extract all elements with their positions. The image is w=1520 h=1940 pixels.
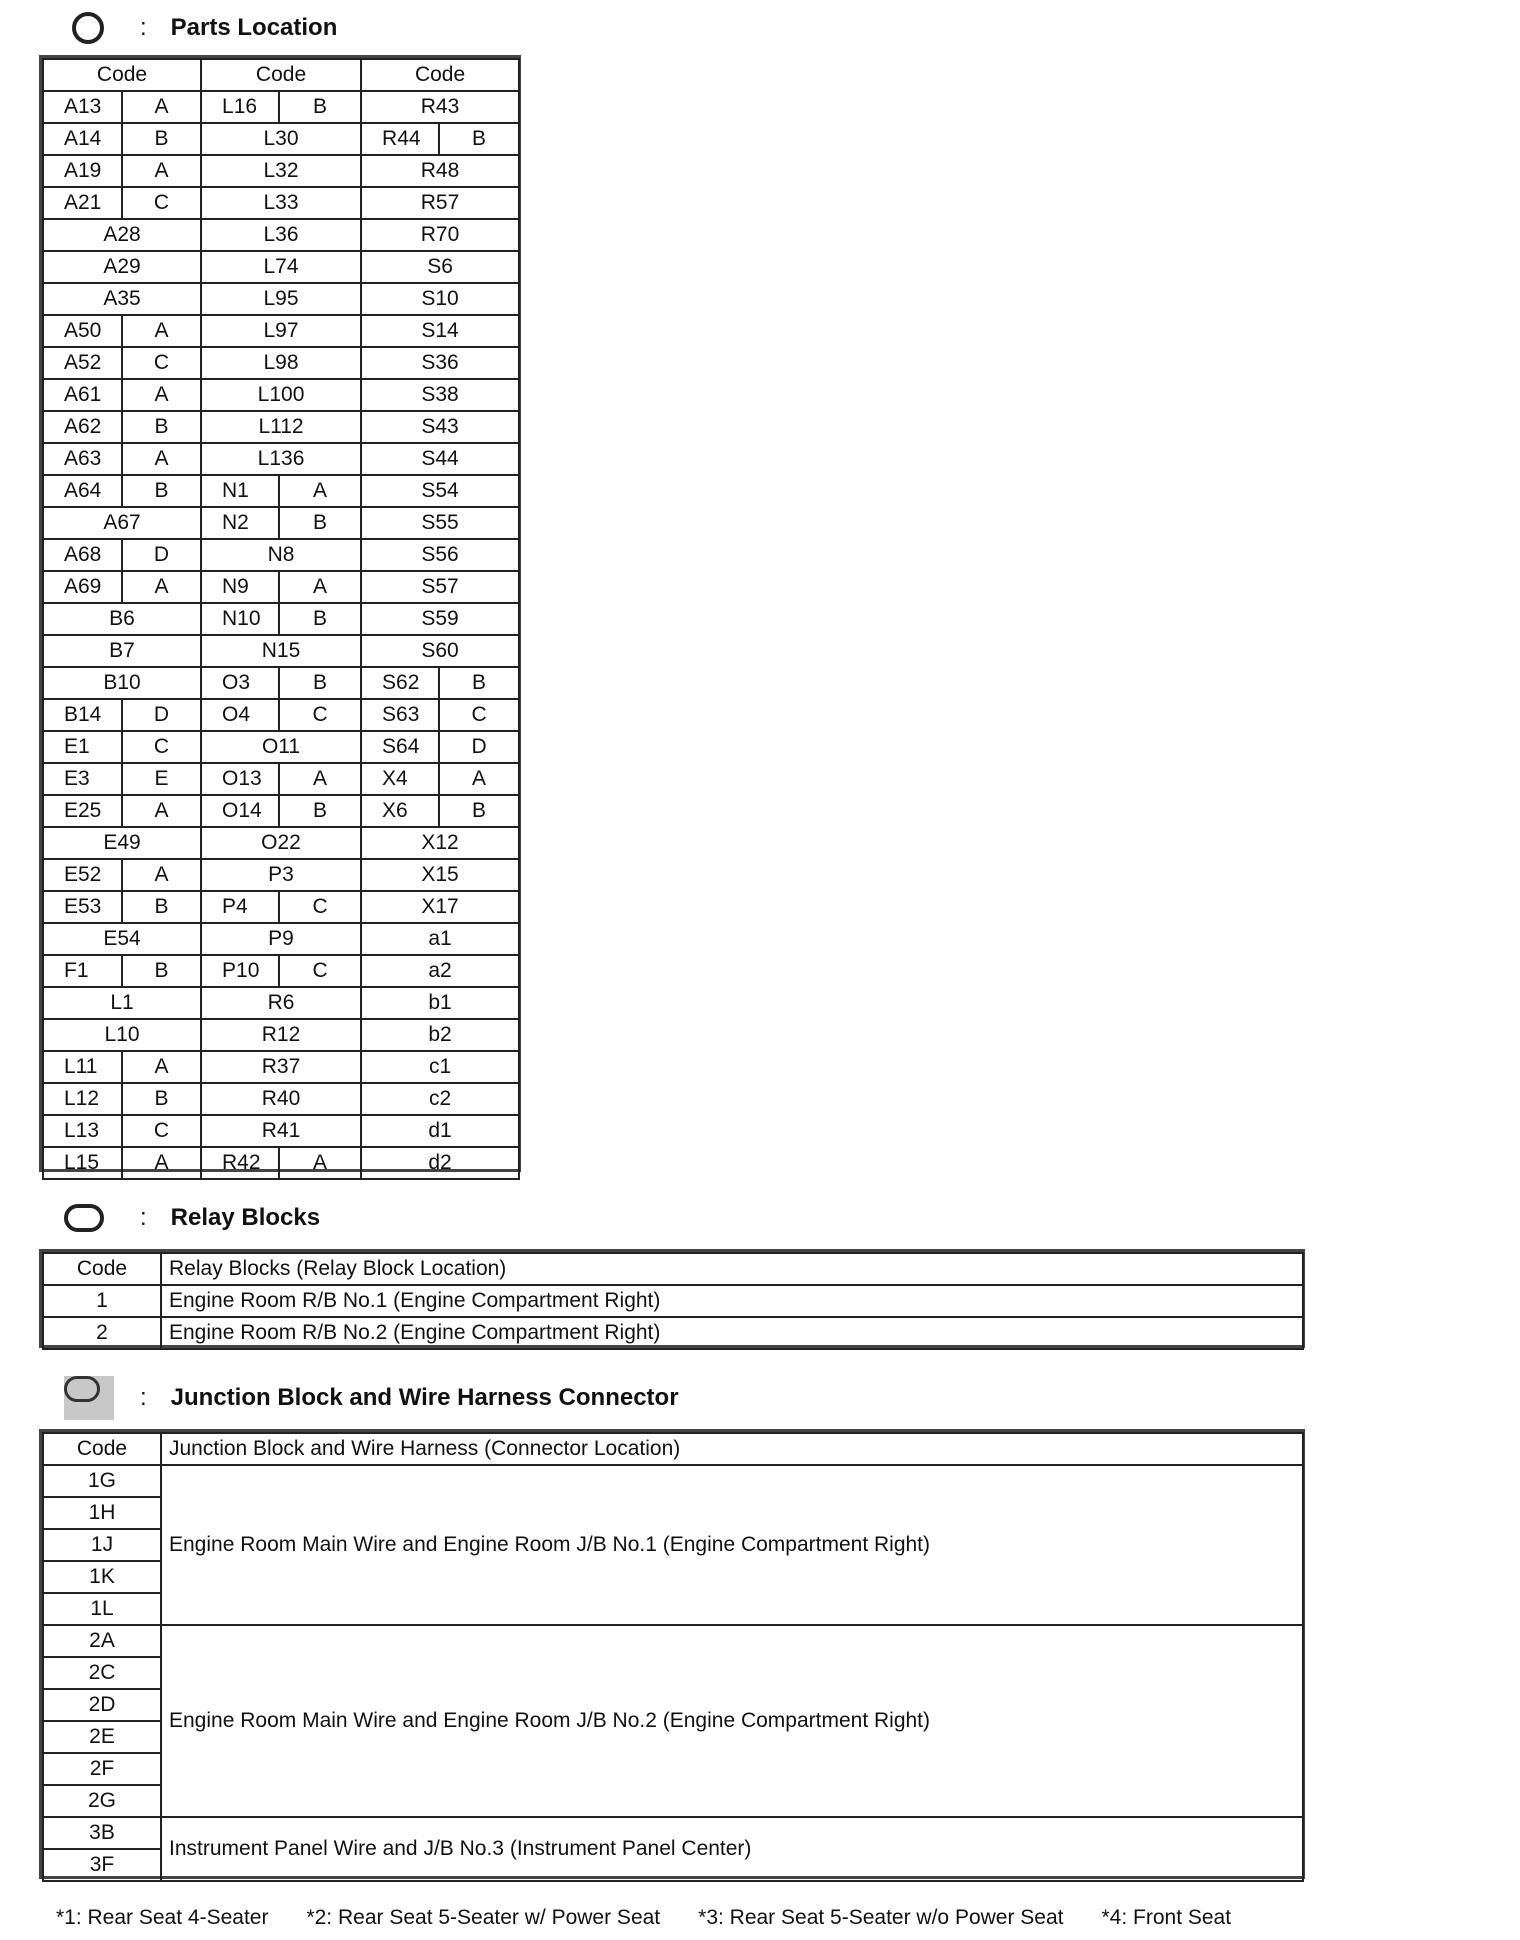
table-row <box>43 187 519 219</box>
part-connector-letter: C <box>279 955 361 987</box>
part-code: N2 <box>201 507 279 539</box>
part-code: F1 <box>43 955 122 987</box>
table-row <box>43 699 519 731</box>
part-connector-letter: D <box>122 539 201 571</box>
part-code: S59 <box>361 603 519 635</box>
table-row <box>43 347 519 379</box>
jb-desc: Instrument Panel Wire and J/B No.3 (Instrument Panel Center) <box>161 1817 1303 1881</box>
part-code: R40 <box>201 1083 361 1115</box>
relay-blocks-title: Relay Blocks <box>170 1204 321 1231</box>
jb-code-header: Code <box>43 1433 161 1465</box>
part-code: A28 <box>43 219 201 251</box>
part-connector-letter: B <box>439 667 519 699</box>
jb-code: 1G <box>43 1465 161 1497</box>
table-row <box>43 827 519 859</box>
part-code: B14 <box>43 699 122 731</box>
part-connector-letter: B <box>279 507 361 539</box>
table-row <box>43 443 519 475</box>
part-code: L10 <box>43 1019 201 1051</box>
footnote: *2: Rear Seat 5-Seater w/ Power Seat <box>306 1906 661 1929</box>
table-row <box>43 1317 1303 1349</box>
part-code: A68 <box>43 539 122 571</box>
relay-code: 2 <box>43 1317 161 1349</box>
part-code: A67 <box>43 507 201 539</box>
parts-location-table <box>42 58 520 1180</box>
part-code: S36 <box>361 347 519 379</box>
part-connector-letter: C <box>279 699 361 731</box>
part-connector-letter: B <box>439 795 519 827</box>
parts-header-row <box>43 59 519 91</box>
table-row <box>43 251 519 283</box>
table-row <box>43 91 519 123</box>
jb-code: 3F <box>43 1849 161 1881</box>
part-code: S10 <box>361 283 519 315</box>
table-row <box>43 795 519 827</box>
part-code: S55 <box>361 507 519 539</box>
shaded-oval-symbol-icon <box>64 1376 114 1420</box>
part-code: L15 <box>43 1147 122 1179</box>
part-code: O4 <box>201 699 279 731</box>
part-connector-letter: C <box>122 187 201 219</box>
circle-symbol-icon <box>72 12 104 44</box>
relay-code: 1 <box>43 1285 161 1317</box>
part-connector-letter: A <box>279 763 361 795</box>
footnotes <box>56 1906 1516 1930</box>
part-code: R41 <box>201 1115 361 1147</box>
table-row <box>43 571 519 603</box>
relay-desc: Engine Room R/B No.2 (Engine Compartment Right) <box>161 1317 1303 1349</box>
part-code: d2 <box>361 1147 519 1179</box>
part-code: b2 <box>361 1019 519 1051</box>
part-code: S60 <box>361 635 519 667</box>
part-code: L11 <box>43 1051 122 1083</box>
part-connector-letter: B <box>439 123 519 155</box>
part-code: N8 <box>201 539 361 571</box>
part-code: P4 <box>201 891 279 923</box>
part-code: E3 <box>43 763 122 795</box>
part-code: R44 <box>361 123 439 155</box>
part-code: a2 <box>361 955 519 987</box>
table-row <box>43 635 519 667</box>
part-code: X12 <box>361 827 519 859</box>
part-connector-letter: A <box>122 1051 201 1083</box>
table-row <box>43 1019 519 1051</box>
part-code: L1 <box>43 987 201 1019</box>
part-code: L36 <box>201 219 361 251</box>
jb-desc: Engine Room Main Wire and Engine Room J/B No.2 (Engine Compartment Right) <box>161 1625 1303 1817</box>
relay-blocks-table <box>42 1252 1304 1350</box>
parts-location-title: Parts Location <box>170 14 338 41</box>
part-code: S62 <box>361 667 439 699</box>
part-code: S63 <box>361 699 439 731</box>
part-code: A69 <box>43 571 122 603</box>
part-code: E1 <box>43 731 122 763</box>
part-connector-letter: A <box>122 1147 201 1179</box>
part-code: B7 <box>43 635 201 667</box>
part-connector-letter: B <box>122 955 201 987</box>
part-code: L32 <box>201 155 361 187</box>
part-code: A29 <box>43 251 201 283</box>
part-code: L100 <box>201 379 361 411</box>
table-row <box>43 475 519 507</box>
table-row <box>43 891 519 923</box>
part-code: B6 <box>43 603 201 635</box>
part-code: X17 <box>361 891 519 923</box>
part-connector-letter: A <box>279 1147 361 1179</box>
part-code: L74 <box>201 251 361 283</box>
part-code: S56 <box>361 539 519 571</box>
jb-desc: Engine Room Main Wire and Engine Room J/B No.1 (Engine Compartment Right) <box>161 1465 1303 1625</box>
jb-desc-header: Junction Block and Wire Harness (Connector Location) <box>161 1433 1303 1465</box>
table-row <box>43 603 519 635</box>
part-code: A35 <box>43 283 201 315</box>
part-code: O11 <box>201 731 361 763</box>
table-row <box>43 1115 519 1147</box>
table-row <box>43 315 519 347</box>
part-code: R48 <box>361 155 519 187</box>
table-row <box>43 731 519 763</box>
table-row <box>43 123 519 155</box>
jb-code: 1J <box>43 1529 161 1561</box>
part-code: P10 <box>201 955 279 987</box>
part-code: O14 <box>201 795 279 827</box>
table-row <box>43 1465 1303 1497</box>
part-code: L30 <box>201 123 361 155</box>
relay-desc: Engine Room R/B No.1 (Engine Compartment Right) <box>161 1285 1303 1317</box>
part-connector-letter: E <box>122 763 201 795</box>
part-code: S43 <box>361 411 519 443</box>
part-connector-letter: D <box>122 699 201 731</box>
jb-code: 2D <box>43 1689 161 1721</box>
part-code: X6 <box>361 795 439 827</box>
jb-code: 1K <box>43 1561 161 1593</box>
part-code: R12 <box>201 1019 361 1051</box>
table-row <box>43 1083 519 1115</box>
part-code: L112 <box>201 411 361 443</box>
part-connector-letter: B <box>279 795 361 827</box>
jb-code: 2F <box>43 1753 161 1785</box>
junction-blocks-table <box>42 1432 1304 1882</box>
part-code: P3 <box>201 859 361 891</box>
parts-column-header: Code <box>201 59 361 91</box>
table-row <box>43 1051 519 1083</box>
footnote: *4: Front Seat <box>1101 1906 1232 1929</box>
part-code: R42 <box>201 1147 279 1179</box>
part-code: R70 <box>361 219 519 251</box>
table-row <box>43 411 519 443</box>
part-connector-letter: B <box>122 891 201 923</box>
part-code: A21 <box>43 187 122 219</box>
jb-code: 2C <box>43 1657 161 1689</box>
part-code: L136 <box>201 443 361 475</box>
table-row <box>43 1285 1303 1317</box>
table-row <box>43 923 519 955</box>
parts-location-colon: : <box>140 14 147 41</box>
part-code: X15 <box>361 859 519 891</box>
part-code: c2 <box>361 1083 519 1115</box>
part-code: X4 <box>361 763 439 795</box>
table-row <box>43 667 519 699</box>
part-connector-letter: B <box>279 603 361 635</box>
footnote: *1: Rear Seat 4-Seater <box>56 1906 269 1929</box>
jb-code: 1L <box>43 1593 161 1625</box>
part-code: N9 <box>201 571 279 603</box>
part-code: A14 <box>43 123 122 155</box>
part-connector-letter: A <box>122 859 201 891</box>
part-connector-letter: B <box>122 475 201 507</box>
table-row <box>43 379 519 411</box>
part-code: O22 <box>201 827 361 859</box>
part-code: A50 <box>43 315 122 347</box>
part-code: R43 <box>361 91 519 123</box>
junction-blocks-colon: : <box>140 1384 147 1411</box>
part-connector-letter: A <box>279 475 361 507</box>
footnote: *3: Rear Seat 5-Seater w/o Power Seat <box>698 1906 1064 1929</box>
part-connector-letter: B <box>279 667 361 699</box>
part-code: A63 <box>43 443 122 475</box>
part-code: S14 <box>361 315 519 347</box>
part-code: A64 <box>43 475 122 507</box>
jb-code: 1H <box>43 1497 161 1529</box>
table-row <box>43 283 519 315</box>
part-code: S6 <box>361 251 519 283</box>
part-connector-letter: A <box>122 443 201 475</box>
part-connector-letter: C <box>439 699 519 731</box>
part-connector-letter: D <box>439 731 519 763</box>
table-row <box>43 987 519 1019</box>
table-row <box>43 1817 1303 1849</box>
part-connector-letter: B <box>122 411 201 443</box>
table-row <box>43 763 519 795</box>
part-connector-letter: A <box>122 795 201 827</box>
part-connector-letter: B <box>279 91 361 123</box>
part-code: c1 <box>361 1051 519 1083</box>
part-code: R6 <box>201 987 361 1019</box>
part-code: N10 <box>201 603 279 635</box>
part-code: A61 <box>43 379 122 411</box>
jb-code: 2G <box>43 1785 161 1817</box>
relay-blocks-heading <box>64 1204 320 1232</box>
part-code: L97 <box>201 315 361 347</box>
table-row <box>43 955 519 987</box>
part-code: S54 <box>361 475 519 507</box>
jb-code: 2E <box>43 1721 161 1753</box>
part-connector-letter: A <box>122 315 201 347</box>
part-code: d1 <box>361 1115 519 1147</box>
part-code: A13 <box>43 91 122 123</box>
table-row <box>43 219 519 251</box>
part-code: L33 <box>201 187 361 219</box>
part-code: A52 <box>43 347 122 379</box>
part-code: a1 <box>361 923 519 955</box>
part-connector-letter: A <box>122 379 201 411</box>
part-connector-letter: C <box>122 731 201 763</box>
part-code: R37 <box>201 1051 361 1083</box>
part-connector-letter: B <box>122 123 201 155</box>
part-code: L98 <box>201 347 361 379</box>
part-connector-letter: A <box>122 571 201 603</box>
relay-header-row <box>43 1253 1303 1285</box>
part-code: b1 <box>361 987 519 1019</box>
part-connector-letter: B <box>122 1083 201 1115</box>
part-code: E53 <box>43 891 122 923</box>
oval-symbol-icon <box>64 1204 104 1232</box>
relay-code-header: Code <box>43 1253 161 1285</box>
part-code: S38 <box>361 379 519 411</box>
part-code: L16 <box>201 91 279 123</box>
relay-blocks-colon: : <box>140 1204 147 1231</box>
table-row <box>43 1147 519 1179</box>
table-row <box>43 1625 1303 1657</box>
part-code: N15 <box>201 635 361 667</box>
jb-code: 3B <box>43 1817 161 1849</box>
part-code: R57 <box>361 187 519 219</box>
jb-code: 2A <box>43 1625 161 1657</box>
part-code: S44 <box>361 443 519 475</box>
part-code: L12 <box>43 1083 122 1115</box>
parts-column-header: Code <box>361 59 519 91</box>
part-connector-letter: C <box>122 1115 201 1147</box>
part-connector-letter: C <box>122 347 201 379</box>
parts-location-heading <box>72 12 337 44</box>
jb-header-row <box>43 1433 1303 1465</box>
part-code: B10 <box>43 667 201 699</box>
table-row <box>43 507 519 539</box>
table-row <box>43 539 519 571</box>
part-connector-letter: A <box>439 763 519 795</box>
table-row <box>43 155 519 187</box>
table-row <box>43 859 519 891</box>
part-code: L95 <box>201 283 361 315</box>
relay-desc-header: Relay Blocks (Relay Block Location) <box>161 1253 1303 1285</box>
parts-column-header: Code <box>43 59 201 91</box>
part-connector-letter: C <box>279 891 361 923</box>
part-code: S57 <box>361 571 519 603</box>
part-code: E52 <box>43 859 122 891</box>
part-code: A62 <box>43 411 122 443</box>
part-code: L13 <box>43 1115 122 1147</box>
part-code: E49 <box>43 827 201 859</box>
part-code: E25 <box>43 795 122 827</box>
part-code: A19 <box>43 155 122 187</box>
part-code: E54 <box>43 923 201 955</box>
part-code: S64 <box>361 731 439 763</box>
junction-blocks-title: Junction Block and Wire Harness Connector <box>170 1384 679 1411</box>
part-code: N1 <box>201 475 279 507</box>
part-code: O3 <box>201 667 279 699</box>
part-code: P9 <box>201 923 361 955</box>
junction-blocks-heading <box>64 1376 679 1420</box>
part-connector-letter: A <box>122 91 201 123</box>
part-connector-letter: A <box>122 155 201 187</box>
part-connector-letter: A <box>279 571 361 603</box>
part-code: O13 <box>201 763 279 795</box>
